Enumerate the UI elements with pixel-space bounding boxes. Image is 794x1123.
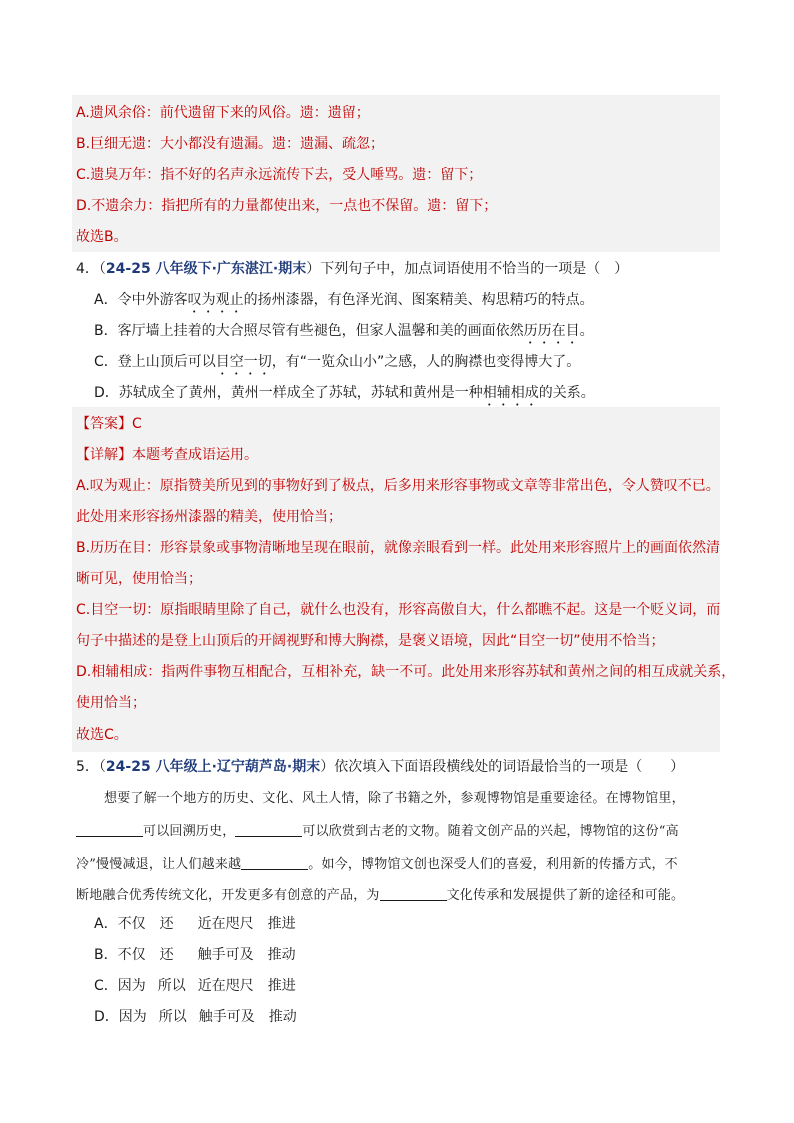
blank-2 bbox=[235, 822, 302, 837]
passage-text-4a: 断地融合优秀传统文化，开发更多有创意的产品，为 bbox=[76, 888, 380, 903]
option-b-text-pre: B．客厅墙上挂着的大合照尽管有些褪色，但家人温馨和美的画面依然 bbox=[94, 323, 524, 339]
conclusion-top: 故选B。 bbox=[76, 229, 128, 245]
option-word-4: 推进 bbox=[267, 916, 296, 932]
explanation-b-line-1: B.历历在目：形容景象或事物清晰地呈现在眼前，就像亲眼看到一样。此处用来形容照片上的画面依然清 bbox=[76, 540, 721, 556]
option-c-text-pre: C．登上山顶后可以 bbox=[94, 354, 216, 370]
explanation-line-a: A.遗风余俗：前代遗留下来的风俗。遗：遗留； bbox=[76, 105, 370, 121]
option-word-1: 因为 bbox=[118, 1009, 147, 1025]
conclusion-q4: 故选C。 bbox=[76, 727, 128, 743]
option-word-4: 推动 bbox=[267, 947, 296, 963]
passage-text-1: 想要了解一个地方的历史、文化、风土人情，除了书籍之外，参观博物馆是重要途径。在博物馆里， bbox=[104, 791, 685, 806]
passage-text-3a: 冷”慢慢减退，让人们越来越 bbox=[76, 857, 242, 872]
question-5-option-c bbox=[94, 976, 296, 996]
explanation-d-line-2: 使用恰当； bbox=[76, 695, 146, 711]
explanation-line-c: C.遗臭万年：指不好的名声永远流传下去，受人唾骂。遗：留下； bbox=[76, 167, 483, 183]
option-word-2: 所以 bbox=[157, 978, 186, 994]
option-letter: D． bbox=[94, 1009, 119, 1025]
blank-3 bbox=[241, 855, 308, 870]
explain-intro: 本题考查成语运用。 bbox=[132, 447, 258, 463]
passage-text-2a: 可以回溯历史， bbox=[143, 824, 236, 839]
option-a-text-pre: A．令中外游客 bbox=[94, 292, 188, 308]
option-word-3: 近在咫尺 bbox=[197, 916, 254, 932]
question-5-option-d bbox=[94, 1007, 297, 1027]
option-word-3: 触手可及 bbox=[197, 947, 254, 963]
option-a-idiom: 叹为观止 bbox=[187, 292, 244, 308]
option-word-1: 因为 bbox=[117, 978, 146, 994]
explanation-d-line-1: D.相辅相成：指两件事物互相配合，互相补充，缺一不可。此处用来形容苏轼和黄州之间的相互成就关系， bbox=[76, 664, 736, 680]
passage-line-4 bbox=[76, 886, 684, 906]
option-b-text-post: 。 bbox=[579, 323, 594, 339]
question-4-prompt: ）下列句子中，加点词语使用不恰当的一项是（ ） bbox=[306, 261, 629, 277]
option-word-2: 所以 bbox=[158, 1009, 187, 1025]
explanation-a-line-1: A.叹为观止：原指赞美所见到的事物好到了极点，后多用来形容事物或文章等非常出色，令人赞叹不已。 bbox=[76, 478, 720, 494]
question-4-source: 24-25 八年级下·广东湛江·期末 bbox=[105, 261, 307, 277]
option-b-idiom: 历历在目 bbox=[523, 323, 580, 339]
explanation-c-line-1: C.目空一切：原指眼睛里除了自己，就什么也没有，形容高傲自大，什么都瞧不起。这是一个贬义词，而 bbox=[76, 602, 721, 618]
passage-line-1 bbox=[104, 789, 685, 809]
question-4-option-d bbox=[94, 383, 595, 409]
option-letter: B． bbox=[94, 947, 118, 963]
option-d-text-post: 的关系。 bbox=[538, 385, 595, 401]
passage-line-3 bbox=[76, 855, 678, 875]
question-5-source: 24-25 八年级上·辽宁葫芦岛·期末 bbox=[105, 759, 321, 775]
question-5-number: 5．（ bbox=[76, 759, 106, 775]
explanation-a-line-2: 此处用来形容扬州漆器的精美，使用恰当； bbox=[76, 509, 342, 525]
answer-label: 【答案】 bbox=[76, 416, 132, 432]
question-5-stem bbox=[76, 757, 684, 777]
option-letter: C． bbox=[94, 978, 118, 994]
option-word-2: 还 bbox=[159, 916, 174, 932]
passage-text-4b: 文化传承和发展提供了新的途径和可能。 bbox=[446, 888, 685, 903]
explanation-line-b: B.巨细无遗：大小都没有遗漏。遗：遗漏、疏忽； bbox=[76, 136, 385, 152]
question-4-option-c bbox=[94, 352, 580, 378]
option-a-text-post: 的扬州漆器，有色泽光润、图案精美、构思精巧的特点。 bbox=[243, 292, 594, 308]
option-word-3: 触手可及 bbox=[198, 1009, 255, 1025]
explain-label: 【详解】 bbox=[76, 447, 132, 463]
explain-intro-line bbox=[76, 445, 258, 465]
option-c-idiom: 目空一切 bbox=[215, 354, 272, 370]
explanation-c-line-2: 句子中描述的是登上山顶后的开阔视野和博大胸襟，是褒义语境，因此“目空一切”使用不恰当； bbox=[76, 633, 665, 649]
blank-4 bbox=[380, 886, 447, 901]
option-letter: A． bbox=[94, 916, 118, 932]
question-4-number: 4．（ bbox=[76, 261, 106, 277]
passage-text-3b: 。如今，博物馆文创也深受人们的喜爱，利用新的传播方式，不 bbox=[308, 857, 678, 872]
question-4-stem bbox=[76, 259, 628, 279]
explanation-line-d: D.不遗余力：指把所有的力量都使出来，一点也不保留。遗：留下； bbox=[76, 198, 498, 214]
option-word-4: 推进 bbox=[267, 978, 296, 994]
passage-line-2 bbox=[76, 822, 679, 842]
blank-1 bbox=[76, 822, 143, 837]
option-word-4: 推动 bbox=[268, 1009, 297, 1025]
question-4-option-a bbox=[94, 290, 594, 316]
answer-line bbox=[76, 414, 142, 434]
question-5-option-a bbox=[94, 914, 296, 934]
passage-text-2b: 可以欣赏到古老的文物。随着文创产品的兴起，博物馆的这份“高 bbox=[302, 824, 679, 839]
option-word-1: 不仅 bbox=[117, 916, 146, 932]
option-d-idiom: 相辅相成 bbox=[482, 385, 539, 401]
explanation-b-line-2: 晰可见，使用恰当； bbox=[76, 571, 202, 587]
option-word-1: 不仅 bbox=[117, 947, 146, 963]
option-c-text-post: ，有“一览众山小”之感，人的胸襟也变得博大了。 bbox=[271, 354, 581, 370]
option-d-text-pre: D．苏轼成全了黄州，黄州一样成全了苏轼，苏轼和黄州是一种 bbox=[94, 385, 483, 401]
question-5-prompt: ）依次填入下面语段横线处的词语最恰当的一项是（ ） bbox=[320, 759, 685, 775]
question-5-option-b bbox=[94, 945, 296, 965]
answer-value: C bbox=[132, 416, 142, 432]
question-4-option-b bbox=[94, 321, 594, 347]
option-word-2: 还 bbox=[159, 947, 174, 963]
option-word-3: 近在咫尺 bbox=[197, 978, 254, 994]
